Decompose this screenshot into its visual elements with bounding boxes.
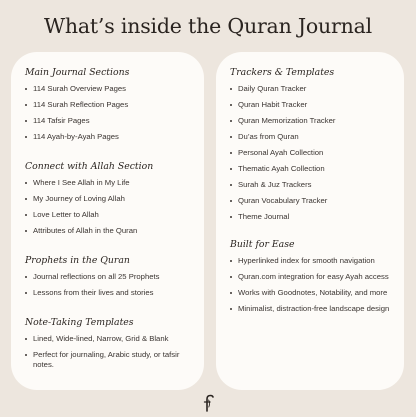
list-item: Minimalist, distraction-free landscape design — [230, 304, 398, 314]
list-item: Hyperlinked index for smooth navigation — [230, 256, 398, 266]
list-item: Personal Ayah Collection — [230, 148, 398, 158]
list-item: Attributes of Allah in the Quran — [25, 226, 198, 236]
list-item: Quran Habit Tracker — [230, 100, 398, 110]
section-connect-with-allah — [25, 160, 198, 242]
list-item: 114 Tafsir Pages — [25, 116, 198, 126]
right-panel — [216, 52, 404, 390]
section-heading: Built for Ease — [230, 239, 295, 250]
list-item: 114 Surah Overview Pages — [25, 84, 198, 94]
left-panel — [11, 52, 204, 390]
section-prophets — [25, 254, 198, 304]
section-heading: Main Journal Sections — [25, 67, 130, 78]
list-item: Journal reflections on all 25 Prophets — [25, 272, 198, 282]
list-item: Daily Quran Tracker — [230, 84, 398, 94]
section-trackers — [230, 66, 398, 228]
list-item: Quran Memorization Tracker — [230, 116, 398, 126]
list-item: Surah & Juz Trackers — [230, 180, 398, 190]
list-item: Quran.com integration for easy Ayah access — [230, 272, 398, 282]
page-title: What’s inside the Quran Journal — [43, 14, 373, 38]
list-item: 114 Ayah-by-Ayah Pages — [25, 132, 198, 142]
list-item: Quran Vocabulary Tracker — [230, 196, 398, 206]
list-item: 114 Surah Reflection Pages — [25, 100, 198, 110]
list-item: Where I See Allah in My Life — [25, 178, 198, 188]
list-item: My Journey of Loving Allah — [25, 194, 198, 204]
feather-f-logo-icon — [200, 394, 216, 412]
section-built-for-ease — [230, 238, 398, 320]
section-heading: Prophets in the Quran — [25, 255, 130, 266]
list-item: Lined, Wide-lined, Narrow, Grid & Blank — [25, 334, 198, 344]
section-heading: Note-Taking Templates — [25, 317, 134, 328]
section-heading: Trackers & Templates — [230, 67, 335, 78]
list-item: Lessons from their lives and stories — [25, 288, 198, 298]
list-item: Perfect for journaling, Arabic study, or tafsir notes. — [25, 350, 189, 370]
section-main-journal — [25, 66, 198, 148]
list-item: Du’as from Quran — [230, 132, 398, 142]
list-item: Works with Goodnotes, Notability, and more — [230, 288, 398, 298]
list-item: Theme Journal — [230, 212, 398, 222]
section-heading: Connect with Allah Section — [25, 161, 154, 172]
list-item: Thematic Ayah Collection — [230, 164, 398, 174]
section-note-taking — [25, 316, 198, 376]
list-item: Love Letter to Allah — [25, 210, 198, 220]
